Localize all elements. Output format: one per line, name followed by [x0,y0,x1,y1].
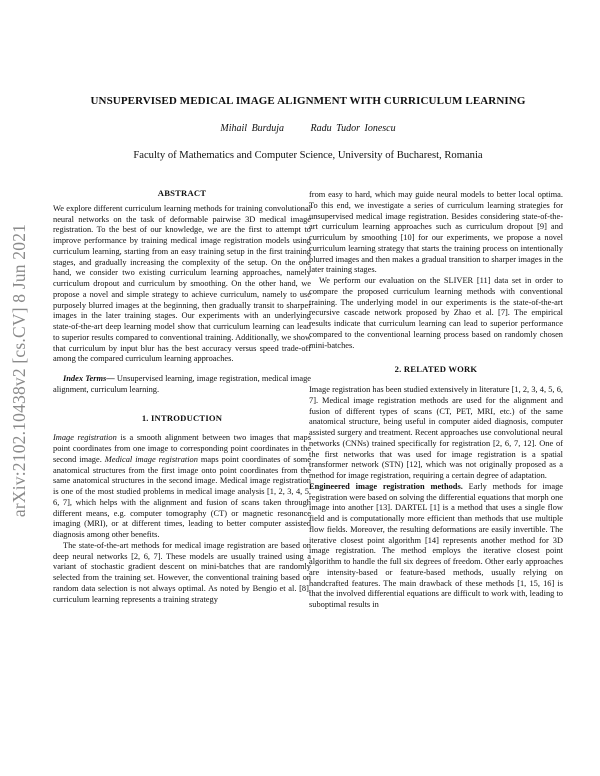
term-image-registration: Image registration [53,433,117,443]
engineered-methods-label: Engineered image registration methods. [309,481,463,491]
related-p2-text: Early methods for image registration were based on solving the differential equations that morph one image into another [13]. DARTEL [1] is a method that uses a single flow field and is computationally more efficient than methods that use multiple flow fields. Moreover, the resulting deformations are easily invertible. The iterative closest point algorithm [14] represents another method for 3D image registration. The method employs the iterative closest point algorithm to handle the full six degrees of freedom. Other early approaches are intensity-based or feature-based methods, usually relying on handcrafted features. The main drawback of these methods [1, 15, 16] is that the involved differential equations are difficult to work with, leading to suboptimal results in [309,481,563,609]
intro-paragraph-evaluation: We perform our evaluation on the SLIVER [11] data set in order to compare the proposed curriculum learning methods with conventional training. The underlying model in our experiments is the state-of-the-art recursive cascade network proposed by Zhao et al. [7]. The empirical results indicate that curriculum learning can lead to superior performance compared to the conventional learning process based on randomly chosen mini-batches. [309,276,563,350]
paper-title: UNSUPERVISED MEDICAL IMAGE ALIGNMENT WITH CURRICULUM LEARNING [90,95,526,107]
intro-paragraph-continued: from easy to hard, which may guide neural models to better local optima. To this end, we investigate a series of curriculum learning strategies for unsupervised medical image registration. Besides considering state-of-the-art curriculum learning approaches such as curriculum dropout [9] and curriculum by smoothing [10] for our experiments, we propose a novel curriculum learning strategy that starts the training process on intentionally blurred images and then makes a gradual transition to sharper images in the later training stages. [309,190,563,275]
author-list [40,123,576,134]
author-1: Mihail Burduja [220,123,284,134]
right-column [309,190,563,611]
abstract-heading: ABSTRACT [157,188,207,198]
related-work-heading: 2. RELATED WORK [394,364,478,375]
intro-paragraph-2: The state-of-the-art methods for medical image registration are based on deep neural networks [2, 6, 7]. These models are usually trained using a variant of stochastic gradient descent on mini-batches that are randomly selected from the training set. However, the conventional training based on random data selection is not always optimal. As noted by Bengio et al. [8], curriculum learning represents a training strategy [53,540,311,604]
related-paragraph-1: Image registration has been studied extensively in literature [1, 2, 3, 4, 5, 6, 7]. Medical image registration methods are used for the alignment and fusion of different types of scans (CT, PET, MRI, etc.) of the same anatomical structure, being useful in computer aided diagnosis, computer assisted surgery and treatment. Recent approaches use convolutional neural networks (CNNs) trained specifically for registration [2, 6, 7, 12]. One of the first networks that was used for image registration is a spatial transformer network (STN) [12], which was not originally proposed as a method for image registration, requiring a certain degree of adaptation. [309,385,563,480]
related-paragraph-2 [309,482,563,611]
affiliation: Faculty of Mathematics and Computer Science, University of Bucharest, Romania [133,150,483,161]
index-terms [53,374,311,396]
author-2: Radu Tudor Ionescu [310,123,396,134]
index-terms-label: Index Terms [63,374,107,383]
intro-p1-text-b: maps point coordinates of some anatomical structures from the first image onto point coordinates from the same anatomical structures in the second image. Medical image registration is one of the most studied problems in medical image analysis [1, 2, 3, 4, 5, 6, 7], which helps with the alignment and fusion of scans taken through different means, e.g. computer tomography (CT) or magnetic resonance imaging (MRI), or at different times, leading to better computer assisted diagnosis among other benefits. [53,454,311,539]
arxiv-identifier [9,200,31,540]
term-medical-image-registration: Medical image registration [104,454,198,464]
index-terms-text: Unsupervised learning, image registration, medical image alignment, curriculum learning. [53,374,311,394]
arxiv-identifier-text: arXiv:2102.10438v2 [cs.CV] 8 Jun 2021 [9,223,30,517]
left-column [53,188,311,605]
index-terms-dash: — [106,374,115,383]
intro-p1-text-a: is a smooth alignment between two images that maps point coordinates from one image to corresponding point coordinates in the second image. [53,433,311,464]
introduction-heading: 1. INTRODUCTION [141,412,223,423]
abstract-text: We explore different curriculum learning methods for training convolutional neural networks on the task of deformable pairwise 3D medical image registration. To the best of our knowledge, we are the first to attempt to improve performance by training medical image registration models using curriculum learning, starting from an easy training setup in the first training stages, and gradually increasing the complexity of the setup. On the one hand, we consider two existing curriculum learning approaches, namely curriculum dropout and curriculum by smoothing. On the other hand, we propose a novel and simple strategy to achieve curriculum, namely to use purposely blurred images at the beginning, then gradually transit to sharper images in the later training stages. Our experiments with an underlying state-of-the-art deep learning model show that curriculum learning can lead to superior results compared to conventional training. Additionally, we show that curriculum by input blur has the best accuracy versus speed trade-off among the compared curriculum learning approaches. [53,203,311,364]
intro-paragraph-1 [53,433,311,541]
